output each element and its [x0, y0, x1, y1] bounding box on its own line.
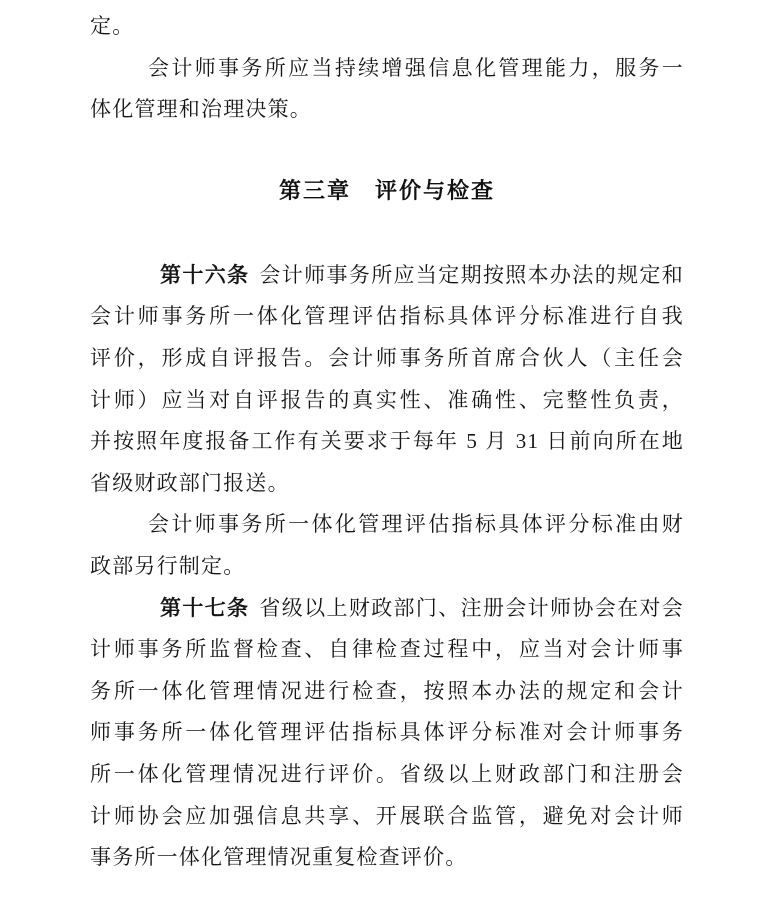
text-line: 政部另行制定。: [90, 553, 246, 578]
text-line: 计师事务所监督检查、自律检查过程中，应当对会计师事: [90, 637, 684, 662]
article-16-paragraph: [90, 255, 684, 505]
text-line: 评价，形成自评报告。会计师事务所首席合伙人（主任会: [90, 345, 684, 370]
paragraph-scoring-standards: [90, 504, 684, 587]
paragraph-carryover: [90, 6, 684, 48]
article-17-first-line: 省级以上财政部门、注册会计师协会在对会: [259, 595, 684, 620]
paragraph-intro: [90, 48, 684, 131]
text-line: 定。: [90, 14, 135, 38]
text-line: 并按照年度报备工作有关要求于每年 5 月 31 日前向所在地: [90, 429, 684, 454]
text-line: 会计师事务所一体化管理评估指标具体评分标准进行自我: [90, 304, 684, 329]
text-line: [90, 255, 684, 297]
text-line: 会计师事务所一体化管理评估指标具体评分标准由财: [148, 512, 684, 537]
article-17-number: 第十七条: [160, 595, 250, 620]
text-line: 师事务所一体化管理评估指标具体评分标准对会计师事务: [90, 720, 684, 745]
text-line: 计师）应当对自评报告的真实性、准确性、完整性负责，: [90, 387, 684, 412]
article-16-first-line: 会计师事务所应当定期按照本办法的规定和: [259, 262, 684, 287]
text-line: 省级财政部门报送。: [90, 470, 290, 495]
text-line: [90, 588, 684, 630]
article-17-paragraph: [90, 588, 684, 879]
text-line: 事务所一体化管理情况重复检查评价。: [90, 845, 468, 870]
text-line: 计师协会应加强信息共享、开展联合监管，避免对会计师: [90, 803, 684, 828]
text-line: 会计师事务所应当持续增强信息化管理能力，服务一: [148, 55, 684, 80]
text-line: 务所一体化管理情况进行检查，按照本办法的规定和会计: [90, 678, 684, 703]
text-line: 体化管理和治理决策。: [90, 97, 312, 122]
text-line: 所一体化管理情况进行评价。省级以上财政部门和注册会: [90, 761, 684, 786]
chapter-heading: 第三章 评价与检查: [278, 177, 495, 203]
article-16-number: 第十六条: [160, 262, 250, 287]
